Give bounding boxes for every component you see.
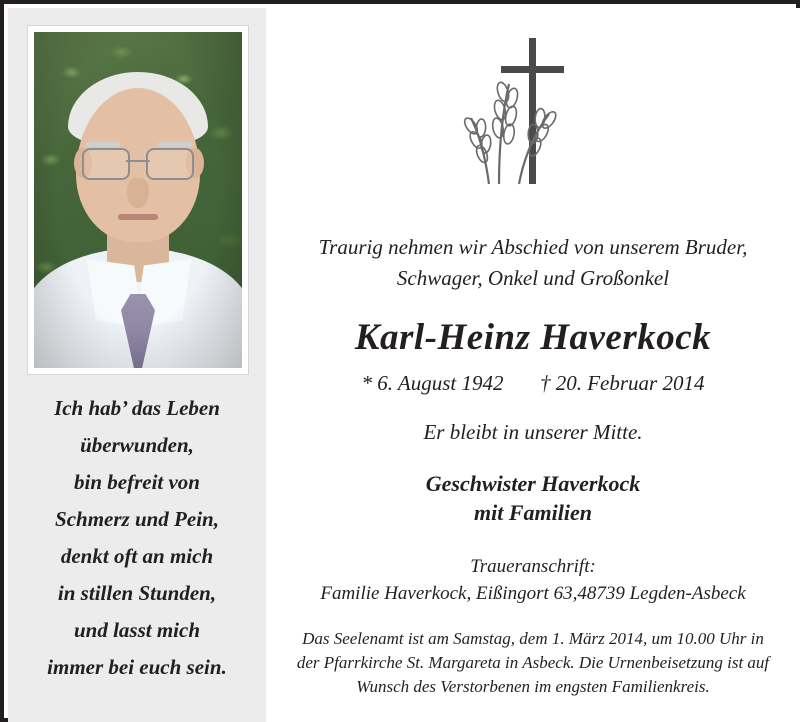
portrait-frame <box>28 26 248 374</box>
mourning-address <box>278 553 788 607</box>
photo-vignette <box>34 32 242 368</box>
verse-line: bin befreit von <box>74 470 200 494</box>
memorial-verse <box>8 390 266 686</box>
birth-date: * 6. August 1942 <box>361 371 504 395</box>
service-notice <box>278 627 788 699</box>
life-dates <box>278 371 788 396</box>
verse-line: Schmerz und Pein, <box>55 507 219 531</box>
right-panel <box>266 8 800 722</box>
verse-line: und lasst mich <box>73 618 201 642</box>
family-signature <box>278 469 788 527</box>
family-line-1: Geschwister Haverkock <box>425 471 641 496</box>
death-date: † 20. Februar 2014 <box>539 371 705 395</box>
notice-line-2: der Pfarrkirche St. Margareta in Asbeck. Die Urnenbeisetzung ist auf <box>296 653 770 672</box>
address-value: Familie Haverkock, Eißingort 63,48739 Legden-Asbeck <box>320 583 746 604</box>
verse-line: immer bei euch sein. <box>47 655 227 679</box>
verse-line: in stillen Stunden, <box>57 581 217 605</box>
intro-line-1: Traurig nehmen wir Abschied von unserem Bruder, <box>318 235 748 259</box>
portrait-photo <box>34 32 242 368</box>
verse-line: überwunden, <box>80 433 194 457</box>
left-panel <box>8 8 266 722</box>
cross-with-wheat-ears-icon <box>266 22 800 202</box>
address-label: Traueranschrift: <box>470 556 596 577</box>
verse-line: Ich hab’ das Leben <box>54 396 220 420</box>
intro-line-2: Schwager, Onkel und Großonkel <box>396 266 670 290</box>
deceased-name: Karl-Heinz Haverkock <box>354 317 712 358</box>
notice-line-1: Das Seelenamt ist am Samstag, dem 1. März 2014, um 10.00 Uhr in <box>302 629 764 648</box>
notice-line-3: Wunsch des Verstorbenen im engsten Familienkreis. <box>356 677 710 696</box>
memorial-motto: Er bleibt in unserer Mitte. <box>423 420 643 444</box>
family-line-2: mit Familien <box>474 500 592 525</box>
verse-line: denkt oft an mich <box>60 544 214 568</box>
obituary-text <box>278 232 788 699</box>
